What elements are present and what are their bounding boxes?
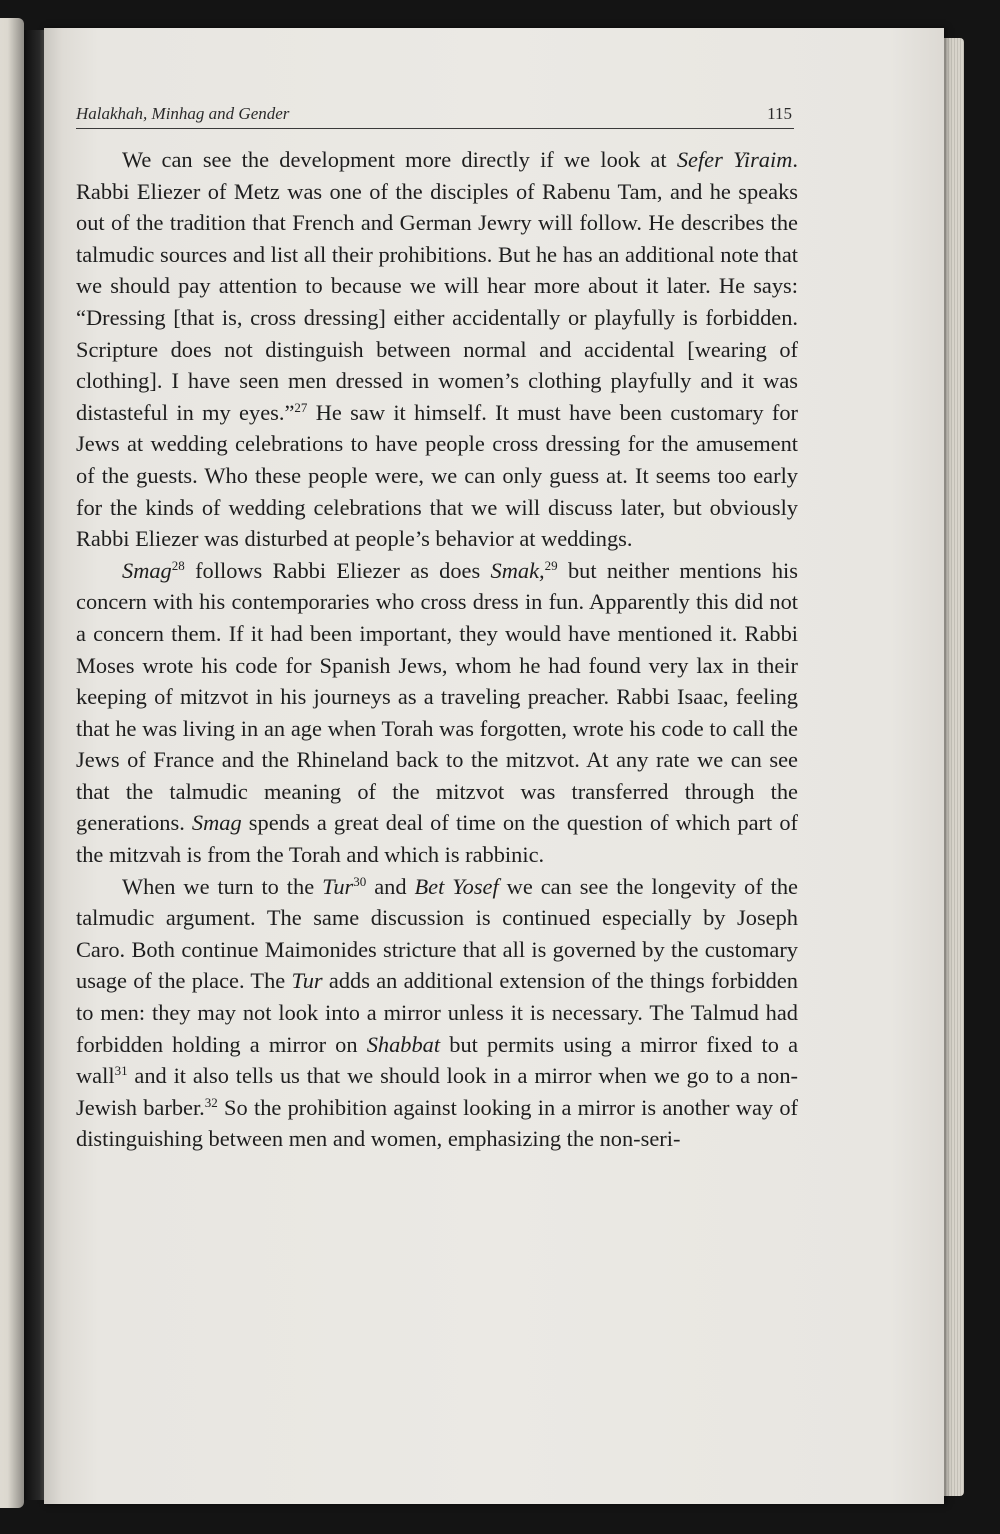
text-run: we can see the longevity of the talmudic argument. The same discussion is continued especially by Joseph Caro. Both continue Maimonides stricture that all is governed by the customary usage of the place. The xyxy=(76,873,798,994)
running-title: Halakhah, Minhag and Gender xyxy=(76,104,290,123)
italic-title: Tur xyxy=(322,873,354,899)
running-header xyxy=(76,102,794,129)
text-run: and xyxy=(366,873,415,899)
text-run: but permits using a mirror fixed to a wall xyxy=(76,1031,799,1089)
italic-title: Smak, xyxy=(490,557,545,583)
italic-title: Sefer Yiraim xyxy=(676,147,793,172)
text-run: follows Rabbi Eliezer as does xyxy=(184,557,491,583)
text-run: So the prohibition against looking in a mirror is another way of distinguishing between men and women, emphasizing the non-seri- xyxy=(76,1094,799,1152)
page-number: 115 xyxy=(767,104,792,123)
text-run: He saw it himself. It must have been customary for Jews at wedding celebrations to have people cross dressing for the amusement of the guests. Who these people were, we can only guess at. It seems too early for the kinds of wedding celebrations that we will discuss later, but obviously Rabbi Eliezer was disturbed at people’s behavior at weddings. xyxy=(76,399,798,552)
text-run: adds an additional extension of the things forbidden to men: they may not look into a mirror unless it is necessary. The Talmud had forbidden holding a mirror on xyxy=(76,968,798,1057)
italic-title: Tur xyxy=(291,968,323,994)
text-run: We can see the development more directly if we look at xyxy=(122,147,677,172)
paragraph xyxy=(76,555,798,871)
footnote-ref: 30 xyxy=(353,873,367,889)
text-run: . Rabbi Eliezer of Metz was one of the disciples of Rabenu Tam, and he speaks out of the tradition that French and German Jewry will follow. He describes the talmudic sources and list all their prohibitions. But he has an additional note that we should pay attention to because we will hear more about it later. He says: “Dressing [that is, cross dressing] either accidentally or playfully is forbidden. Scripture does not distinguish between normal and accidental [wearing of clothing]. I have seen men dressed in women’s clothing playfully and it was distasteful in my eyes.” xyxy=(76,147,798,425)
footnote-ref: 28 xyxy=(171,557,185,573)
paragraph xyxy=(76,144,798,555)
italic-title: Smag xyxy=(122,557,172,583)
footnote-ref: 29 xyxy=(544,557,558,573)
text-run: When we turn to the xyxy=(122,873,323,899)
text-run: spends a great deal of time on the question of which part of the mitzvah is from the Torah and which is rabbinic. xyxy=(76,810,798,868)
previous-page-edge xyxy=(0,18,24,1508)
footnote-ref: 27 xyxy=(294,399,308,415)
footnote-ref: 32 xyxy=(204,1094,218,1110)
text-run: and it also tells us that we should look in a mirror when we go to a non-Jewish barber. xyxy=(76,1063,798,1120)
footnote-ref: 31 xyxy=(114,1063,128,1079)
italic-title: Shabbat xyxy=(366,1031,441,1057)
italic-title: Smag xyxy=(191,810,242,836)
paragraph xyxy=(76,871,798,1155)
text-run: but neither mentions his concern with his contemporaries who cross dress in fun. Apparently this did not a concern them. If it had been important, they would have mentioned it. Rabbi Moses wrote his code for Spanish Jews, whom he had found very lax in their keeping of mitzvot in his journeys as a traveling preacher. Rabbi Isaac, feeling that he was living in an age when Torah was forgotten, wrote his code to call the Jews of France and the Rhineland back to the mitzvot. At any rate we can see that the talmudic meaning of the mitzvot was transferred through the generations. xyxy=(76,557,798,836)
italic-title: Bet Yosef xyxy=(414,873,499,899)
body-text xyxy=(76,144,798,1155)
